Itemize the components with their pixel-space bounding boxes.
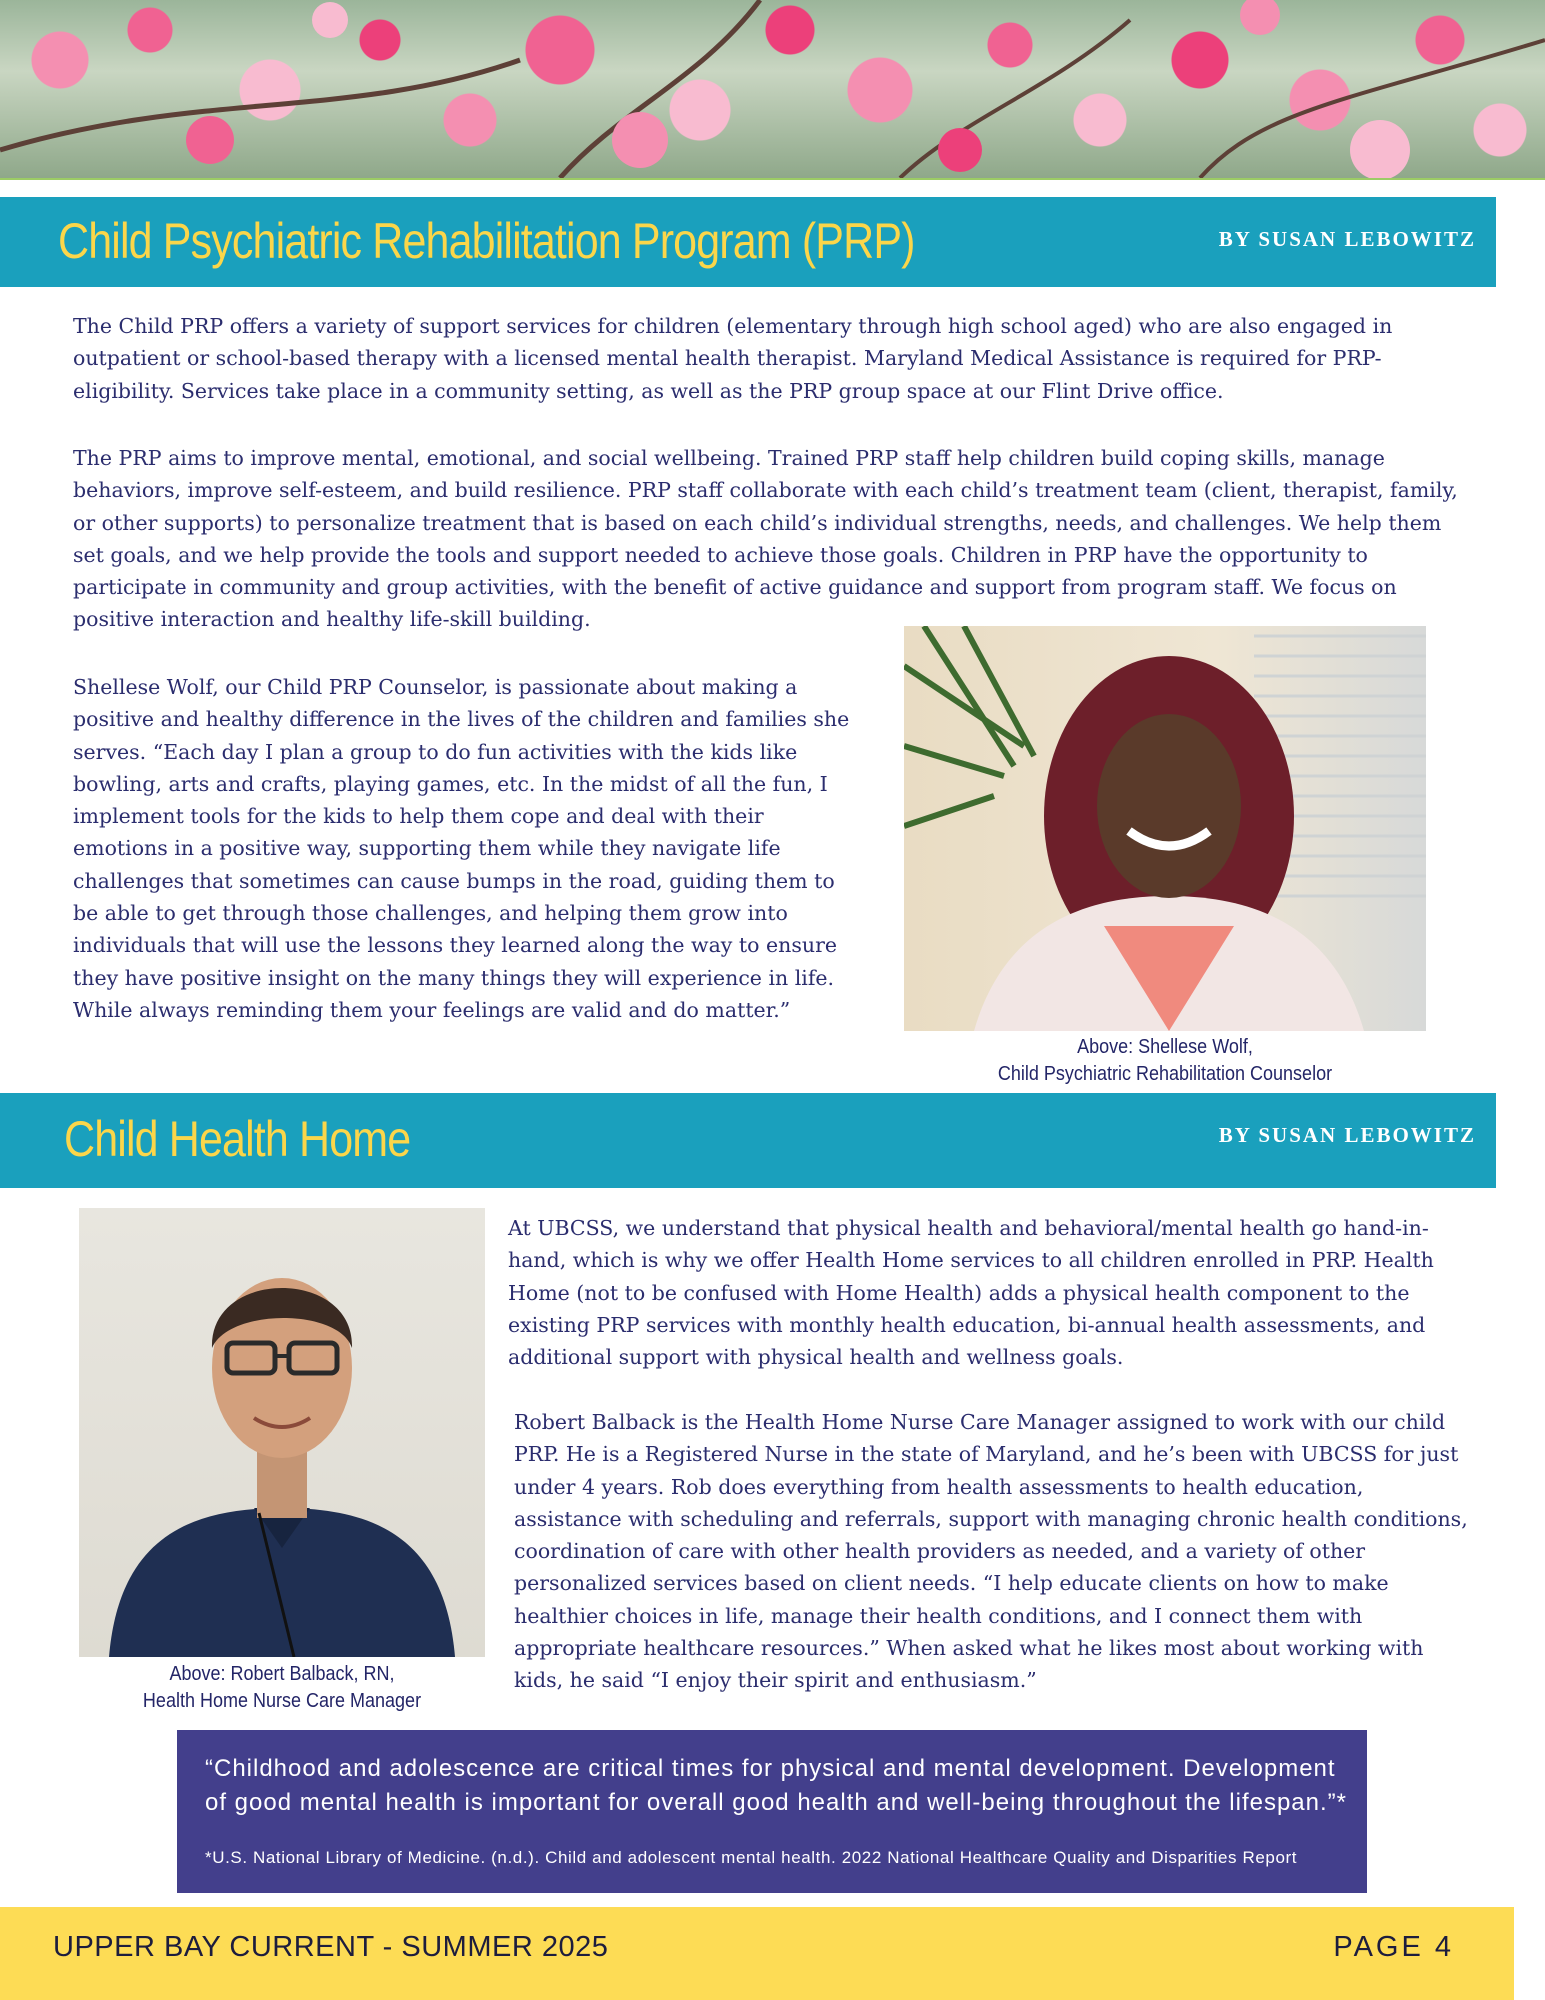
prp-byline: BY SUSAN LEBOWITZ xyxy=(1218,227,1476,251)
page-footer xyxy=(0,1907,1514,2000)
blossom-branches-image xyxy=(0,0,1545,178)
shellese-wolf-caption xyxy=(930,1034,1400,1088)
robert-balback-caption xyxy=(99,1661,464,1715)
prp-section-title: Child Psychiatric Rehabilitation Program (PRP) xyxy=(58,213,915,269)
chh-section-header xyxy=(0,1093,1496,1188)
chh-section-title: Child Health Home xyxy=(64,1111,411,1167)
caption-line: Above: Shellese Wolf, xyxy=(1077,1036,1253,1058)
banner-divider xyxy=(0,178,1545,180)
caption-line: Health Home Nurse Care Manager xyxy=(142,1690,422,1712)
robert-balback-photo xyxy=(79,1208,485,1657)
chh-paragraph-2: Robert Balback is the Health Home Nurse Care Manager assigned to work with our child PRP. He is a Registered Nurse in the state of Maryland, and he’s been with UBCSS for just under 4 years. Rob does everything from health assessments to health education, assistance with scheduling and referrals, support with managing chronic health conditions, coordination of care with other health providers as needed, and a variety of other personalized services based on client needs. “I help educate clients on how to make healthier choices in life, manage their health conditions, and I connect them with appropriate healthcare resources.” When asked what he likes most about working with kids, he said “I enjoy their spirit and enthusiasm.” xyxy=(514,1410,1468,1693)
prp-paragraph-3: Shellese Wolf, our Child PRP Counselor, is passionate about making a positive and healthy difference in the lives of the children and families she serves. “Each day I plan a group to do fun activities with the kids like bowling, arts and crafts, playing games, etc. In the midst of all the fun, I implement tools for the kids to help them cope and deal with their emotions in a positive way, supporting them while they navigate life challenges that sometimes can cause bumps in the road, guiding them to be able to get through those challenges, and helping them grow into individuals that will use the lessons they learned along the way to ensure they have positive insight on the many things they will experience in life. While always reminding them your feelings are valid and do matter.” xyxy=(73,675,850,1022)
prp-paragraph-2: The PRP aims to improve mental, emotional, and social wellbeing. Trained PRP staff help children build coping skills, manage behaviors, improve self-esteem, and build resilience. PRP staff collaborate with each child’s treatment team (client, therapist, family, or other supports) to personalize treatment that is based on each child’s individual strengths, needs, and challenges. We help them set goals, and we help provide the tools and support needed to achieve those goals. Children in PRP have the opportunity to participate in community and group activities, with the benefit of active guidance and support from program staff. We focus on positive interaction and healthy life-skill building. xyxy=(73,446,1458,632)
newsletter-issue: UPPER BAY CURRENT - SUMMER 2025 xyxy=(53,1931,609,1963)
header-banner-photo xyxy=(0,0,1545,178)
pull-quote-box xyxy=(177,1730,1367,1893)
chh-byline: BY SUSAN LEBOWITZ xyxy=(1218,1123,1476,1147)
chh-paragraph-1: At UBCSS, we understand that physical health and behavioral/mental health go hand-in-hand, which is why we offer Health Home services to all children enrolled in PRP. Health Home (not to be confused with Home Health) adds a physical health component to the existing PRP services with monthly health education, bi-annual health assessments, and additional support with physical health and wellness goals. xyxy=(508,1216,1434,1370)
prp-section-header xyxy=(0,197,1496,287)
page-number: PAGE 4 xyxy=(1333,1931,1454,1963)
prp-paragraph-1: The Child PRP offers a variety of support services for children (elementary through high school aged) who are also engaged in outpatient or school-based therapy with a licensed mental health therapist. Maryland Medical Assistance is required for PRP-eligibility. Services take place in a community setting, as well as the PRP group space at our Flint Drive office. xyxy=(73,314,1393,403)
pull-quote-source: *U.S. National Library of Medicine. (n.d.). Child and adolescent mental health. 2022 National Healthcare Quality and Disparities Report xyxy=(205,1848,1298,1867)
caption-line: Child Psychiatric Rehabilitation Counselor xyxy=(997,1063,1333,1085)
caption-line: Above: Robert Balback, RN, xyxy=(169,1663,395,1685)
pull-quote-text: “Childhood and adolescence are critical times for physical and mental development. Development of good mental health is important for overall good health and well-being throughout the lifespan.”* xyxy=(205,1755,1347,1816)
shellese-wolf-photo xyxy=(904,626,1426,1031)
